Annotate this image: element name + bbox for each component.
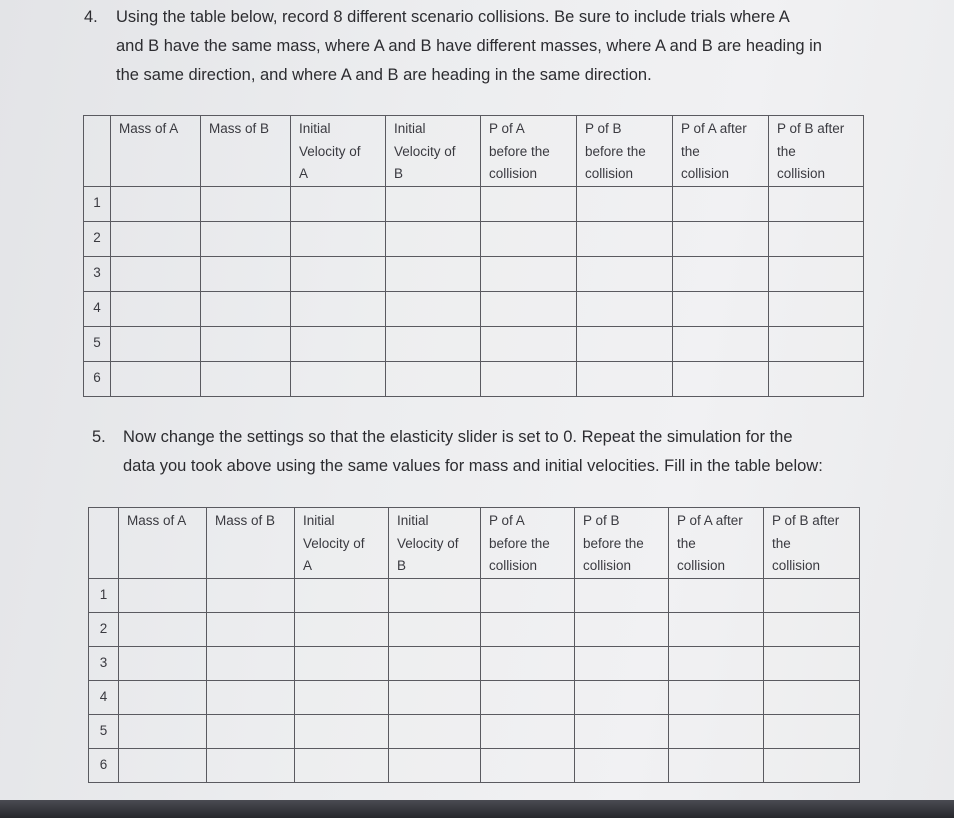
table-cell[interactable] [673,291,769,326]
question-line: and B have the same mass, where A and B have different masses, where A and B are heading in [116,37,822,55]
question-number: 5. [92,428,106,446]
table-cell[interactable] [291,291,386,326]
table-cell[interactable] [575,578,669,612]
table-cell[interactable] [577,256,673,291]
header-initial-velocity-b: Initial Velocity of B [389,508,481,579]
table-cell[interactable] [291,256,386,291]
table-cell[interactable] [111,291,201,326]
table-cell[interactable] [291,361,386,396]
table-cell[interactable] [577,221,673,256]
table-cell[interactable] [386,326,481,361]
header-mass-b: Mass of B [201,116,291,187]
header-p-b-after: P of B after the collision [769,116,864,187]
table-cell[interactable] [386,291,481,326]
table-cell[interactable] [386,256,481,291]
table-cell[interactable] [207,680,295,714]
row-number-header [89,508,119,579]
table-row [84,291,864,326]
table-cell[interactable] [201,221,291,256]
table-cell[interactable] [389,578,481,612]
row-number: 1 [84,186,111,221]
table-cell[interactable] [669,612,764,646]
table-cell[interactable] [481,221,577,256]
table-cell[interactable] [295,612,389,646]
question-5 [92,423,912,483]
table-row [84,361,864,396]
table-cell[interactable] [669,680,764,714]
table-row [84,221,864,256]
table-cell[interactable] [207,612,295,646]
table-cell[interactable] [673,326,769,361]
table-cell[interactable] [769,256,864,291]
table-row [84,256,864,291]
table-cell[interactable] [575,748,669,782]
table-cell[interactable] [764,646,860,680]
table-cell[interactable] [119,578,207,612]
row-number: 1 [89,578,119,612]
table-cell[interactable] [769,326,864,361]
table-cell[interactable] [119,748,207,782]
data-table-inelastic [88,507,860,783]
data-table-elastic [83,115,864,397]
table-cell[interactable] [295,646,389,680]
table-cell[interactable] [389,714,481,748]
table-cell[interactable] [575,646,669,680]
table-cell[interactable] [764,578,860,612]
table-cell[interactable] [577,186,673,221]
table-cell[interactable] [481,612,575,646]
table-row [84,186,864,221]
table-row [84,326,864,361]
table-cell[interactable] [575,680,669,714]
table-cell[interactable] [481,578,575,612]
header-p-b-before: P of B before the collision [575,508,669,579]
table-cell[interactable] [389,646,481,680]
table-cell[interactable] [764,680,860,714]
table-cell[interactable] [389,612,481,646]
table-cell[interactable] [119,646,207,680]
screen-bottom-edge [0,800,954,818]
table-cell[interactable] [669,578,764,612]
table-row [89,680,860,714]
table-cell[interactable] [386,361,481,396]
table-cell[interactable] [291,221,386,256]
table-row [89,612,860,646]
table-cell[interactable] [577,291,673,326]
table-cell[interactable] [673,256,769,291]
table-cell[interactable] [111,326,201,361]
table-cell[interactable] [673,221,769,256]
header-mass-b: Mass of B [207,508,295,579]
table-cell[interactable] [769,186,864,221]
row-number: 3 [84,256,111,291]
question-line: the same direction, and where A and B are heading in the same direction. [116,66,652,84]
question-4 [84,3,904,93]
header-initial-velocity-b: Initial Velocity of B [386,116,481,187]
table-cell[interactable] [201,291,291,326]
table-cell[interactable] [111,221,201,256]
table-cell[interactable] [295,714,389,748]
table-cell[interactable] [481,256,577,291]
table-row [89,748,860,782]
table-cell[interactable] [295,680,389,714]
header-p-a-after: P of A after the collision [673,116,769,187]
table-cell[interactable] [577,326,673,361]
table-cell[interactable] [207,646,295,680]
table-cell[interactable] [575,714,669,748]
table-cell[interactable] [481,361,577,396]
table-cell[interactable] [111,256,201,291]
table-cell[interactable] [669,748,764,782]
table-cell[interactable] [386,186,481,221]
table-cell[interactable] [111,186,201,221]
table-cell[interactable] [207,714,295,748]
table-cell[interactable] [119,680,207,714]
row-number: 2 [89,612,119,646]
table-cell[interactable] [769,291,864,326]
question-line: Now change the settings so that the elasticity slider is set to 0. Repeat the simulation for the [123,428,793,446]
question-number: 4. [84,8,98,26]
table-cell[interactable] [201,326,291,361]
table-cell[interactable] [764,748,860,782]
table-cell[interactable] [201,361,291,396]
table-cell[interactable] [119,714,207,748]
header-p-a-before: P of A before the collision [481,508,575,579]
table-cell[interactable] [764,612,860,646]
header-initial-velocity-a: Initial Velocity of A [291,116,386,187]
header-p-b-before: P of B before the collision [577,116,673,187]
table-cell[interactable] [577,361,673,396]
header-mass-a: Mass of A [111,116,201,187]
table-cell[interactable] [291,326,386,361]
table-cell[interactable] [769,221,864,256]
table-cell[interactable] [481,326,577,361]
row-number: 6 [89,748,119,782]
table-row [89,646,860,680]
table-cell[interactable] [769,361,864,396]
header-p-b-after: P of B after the collision [764,508,860,579]
table-cell[interactable] [291,186,386,221]
table-cell[interactable] [386,221,481,256]
table-cell[interactable] [764,714,860,748]
row-number: 6 [84,361,111,396]
table-cell[interactable] [295,578,389,612]
table-cell[interactable] [481,291,577,326]
table-cell[interactable] [201,186,291,221]
header-initial-velocity-a: Initial Velocity of A [295,508,389,579]
table-cell[interactable] [481,186,577,221]
row-number: 4 [84,291,111,326]
table-cell[interactable] [119,612,207,646]
table-cell[interactable] [389,748,481,782]
table-cell[interactable] [481,714,575,748]
table-cell[interactable] [111,361,201,396]
table-cell[interactable] [481,748,575,782]
table-cell[interactable] [669,646,764,680]
question-line: Using the table below, record 8 different scenario collisions. Be sure to include trials where A [116,8,790,26]
table-row [89,578,860,612]
header-p-a-after: P of A after the collision [669,508,764,579]
row-number: 4 [89,680,119,714]
table-row [89,714,860,748]
table-cell[interactable] [201,256,291,291]
table-cell[interactable] [295,748,389,782]
table-cell[interactable] [575,612,669,646]
row-number: 5 [89,714,119,748]
row-number: 3 [89,646,119,680]
table-cell[interactable] [389,680,481,714]
row-number: 2 [84,221,111,256]
table-cell[interactable] [669,714,764,748]
table-cell[interactable] [481,646,575,680]
row-number: 5 [84,326,111,361]
table-cell[interactable] [673,361,769,396]
header-mass-a: Mass of A [119,508,207,579]
question-line: data you took above using the same values for mass and initial velocities. Fill in the table below: [123,457,823,475]
table-cell[interactable] [673,186,769,221]
row-number-header [84,116,111,187]
table-header-row [84,116,864,187]
header-p-a-before: P of A before the collision [481,116,577,187]
table-header-row [89,508,860,579]
table-cell[interactable] [207,748,295,782]
table-cell[interactable] [481,680,575,714]
table-cell[interactable] [207,578,295,612]
